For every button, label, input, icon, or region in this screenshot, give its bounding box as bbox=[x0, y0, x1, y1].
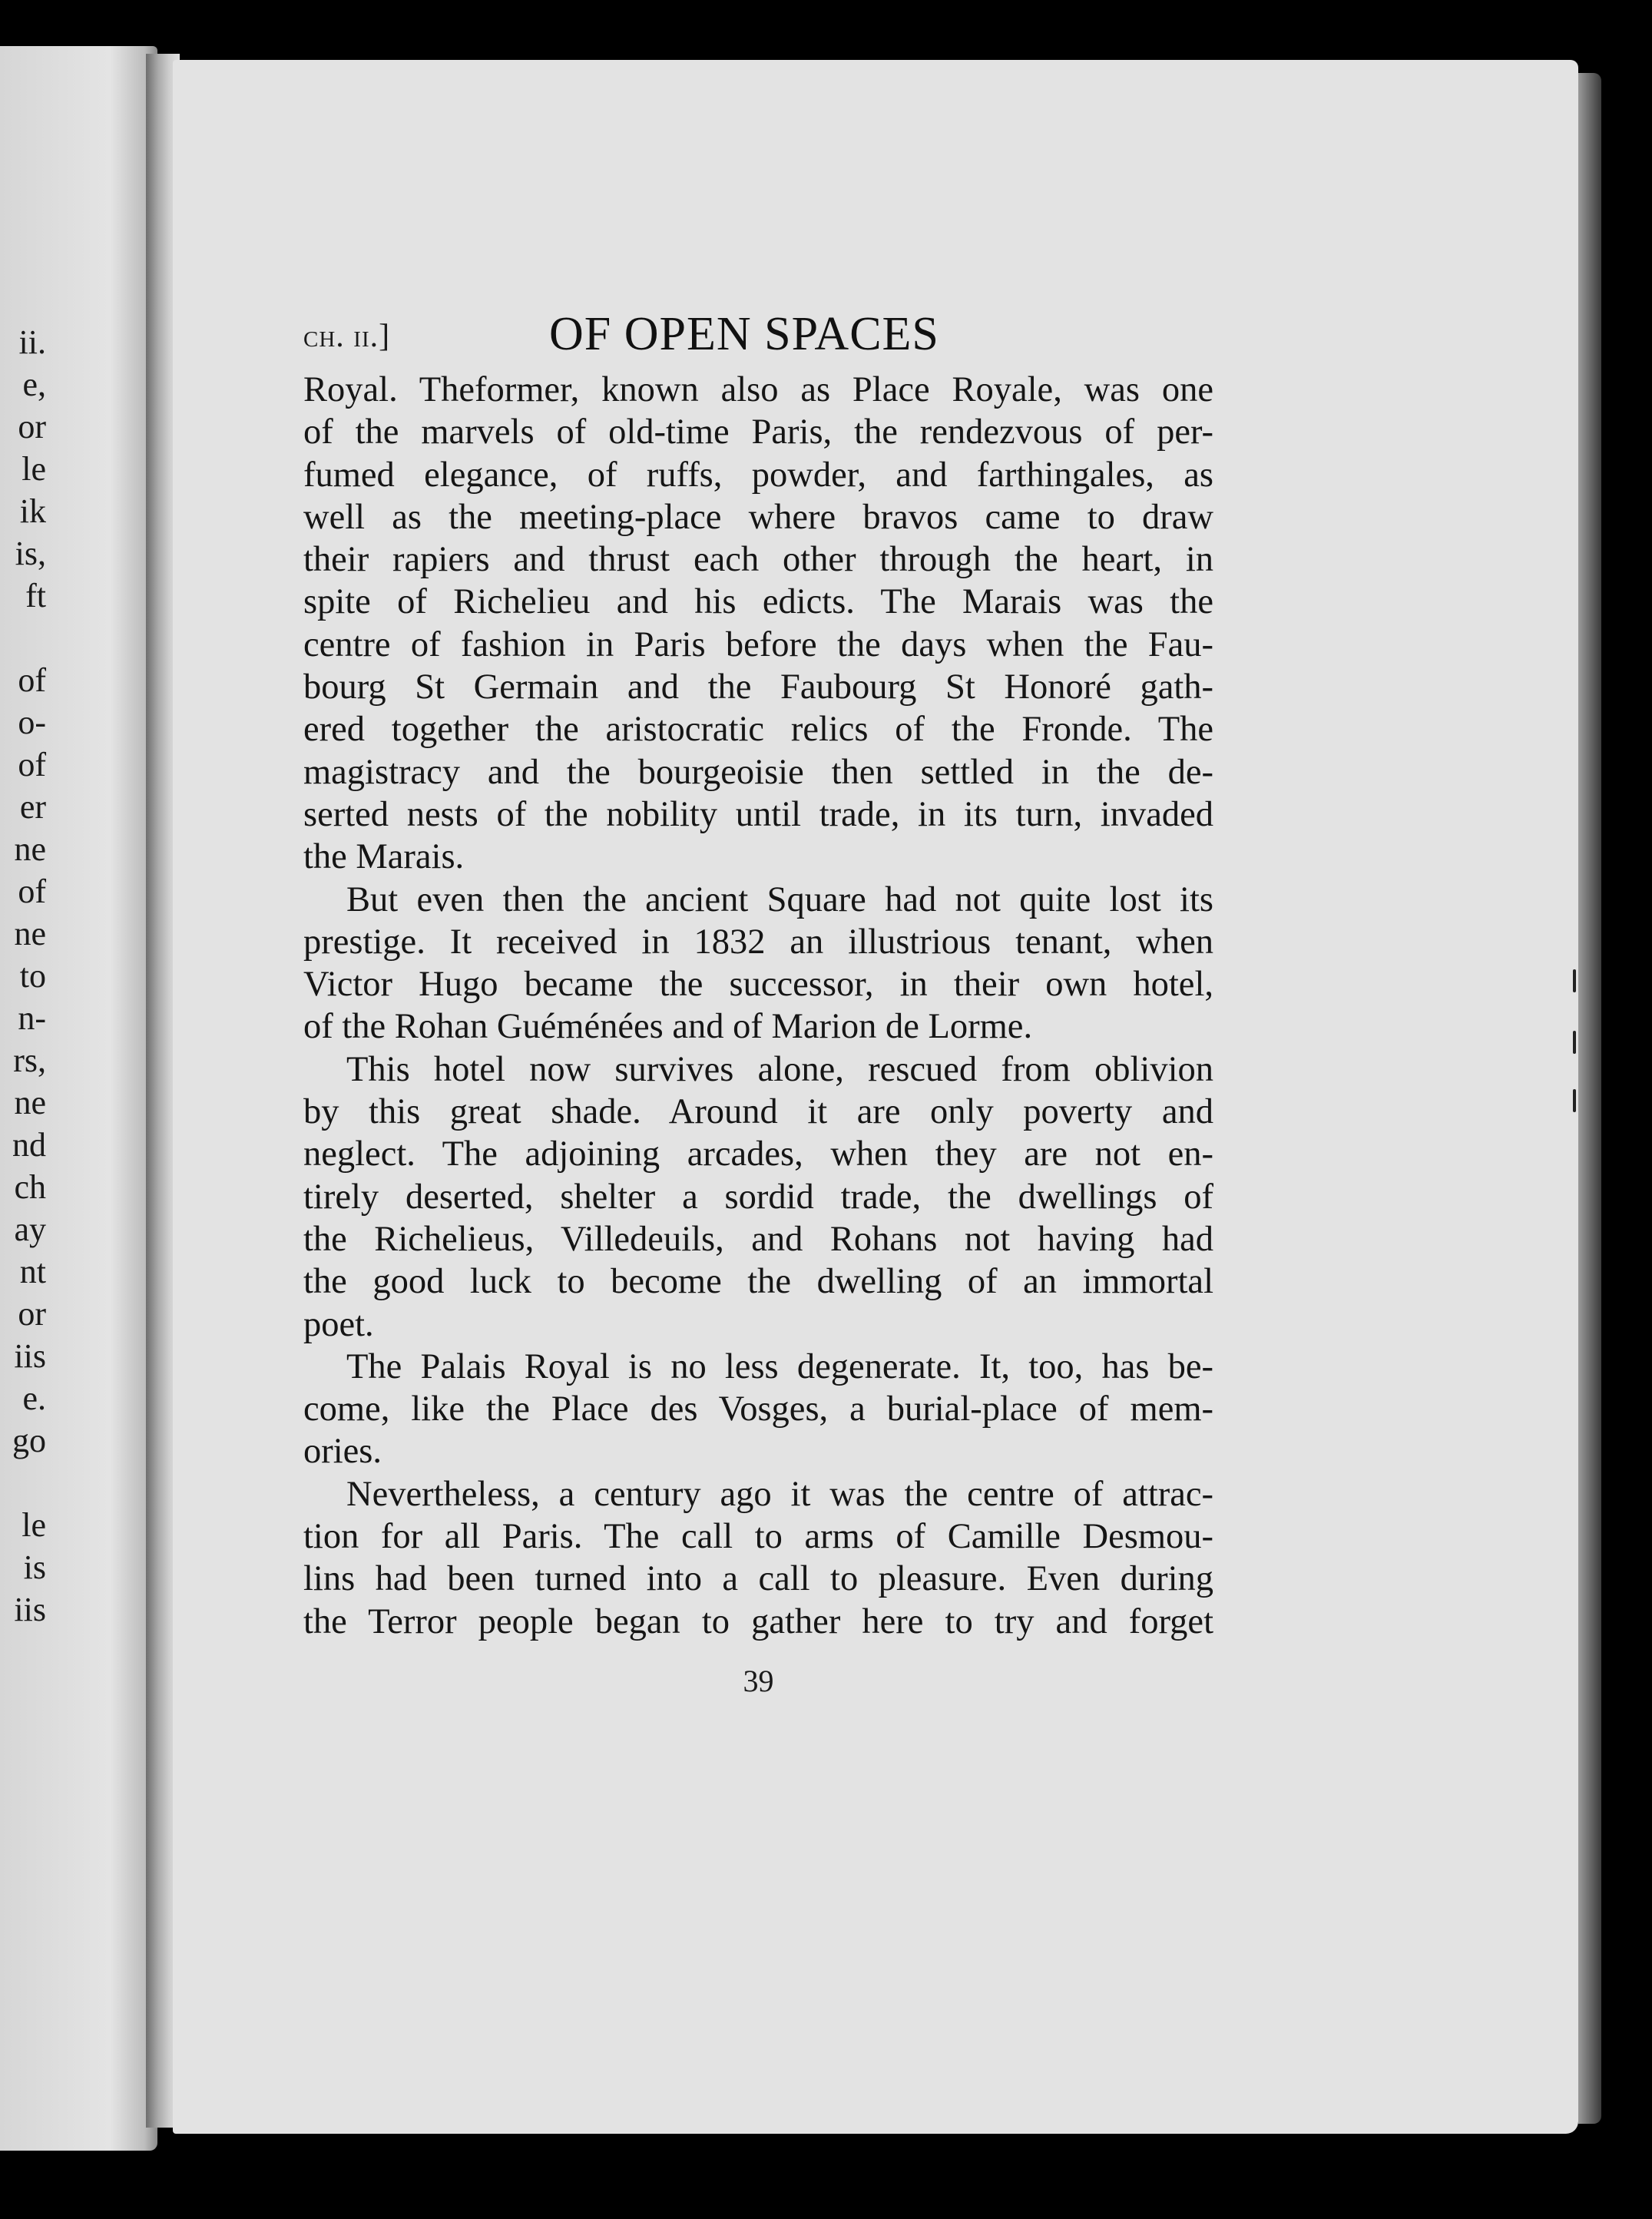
text-line: Royal. Theformer, known also as Place Royale, was one bbox=[303, 370, 1213, 409]
text-line: by this great shade. Around it are only poverty and bbox=[303, 1092, 1213, 1132]
text-line: poet. bbox=[303, 1304, 374, 1344]
previous-page-line-fragment: ne bbox=[14, 915, 46, 952]
text-line: centre of fashion in Paris before the days when the Fau- bbox=[303, 624, 1213, 664]
margin-mark bbox=[1573, 1089, 1576, 1112]
previous-page-line-fragment: iis bbox=[14, 1591, 46, 1628]
text-line: of the marvels of old-time Paris, the rendezvous of per- bbox=[303, 412, 1213, 452]
previous-page-line-fragment: is bbox=[23, 1548, 46, 1586]
previous-page-line-fragment: or bbox=[18, 408, 46, 445]
previous-page-line-fragment: is, bbox=[15, 535, 46, 572]
previous-page bbox=[0, 46, 157, 2151]
previous-page-line-fragment: ii. bbox=[18, 323, 46, 361]
text-line: spite of Richelieu and his edicts. The Marais was the bbox=[303, 582, 1213, 622]
previous-page-line-fragment: ft bbox=[25, 577, 46, 614]
previous-page-text-fragments bbox=[0, 321, 46, 1631]
margin-mark bbox=[1573, 969, 1576, 992]
margin-mark bbox=[1573, 1031, 1576, 1054]
text-line: tirely deserted, shelter a sordid trade, the dwellings of bbox=[303, 1177, 1213, 1217]
text-line: magistracy and the bourgeoisie then settled in the de- bbox=[303, 752, 1213, 792]
text-line: neglect. The adjoining arcades, when they are not en- bbox=[303, 1134, 1213, 1174]
previous-page-line-fragment: ay bbox=[14, 1211, 46, 1248]
previous-page-line-fragment: e, bbox=[22, 366, 46, 403]
previous-page-line-fragment: ne bbox=[14, 830, 46, 868]
previous-page-line-fragment: go bbox=[12, 1422, 46, 1459]
previous-page-line-fragment: n- bbox=[18, 999, 46, 1037]
text-line: the Marais. bbox=[303, 837, 465, 877]
previous-page-line-fragment bbox=[0, 617, 46, 659]
text-line: bourg St Germain and the Faubourg St Honoré gath- bbox=[303, 667, 1213, 707]
chapter-title: OF OPEN SPACES bbox=[549, 308, 939, 360]
previous-page-line-fragment: rs, bbox=[13, 1042, 46, 1079]
text-line: ories. bbox=[303, 1432, 382, 1472]
previous-page-line-fragment: ne bbox=[14, 1084, 46, 1121]
text-line: serted nests of the nobility until trade, in its turn, invaded bbox=[303, 794, 1213, 834]
previous-page-line-fragment: nt bbox=[19, 1253, 46, 1290]
text-line: their rapiers and thrust each other through the heart, in bbox=[303, 540, 1213, 580]
previous-page-line-fragment: of bbox=[18, 661, 46, 699]
text-line: fumed elegance, of ruffs, powder, and farthingales, as bbox=[303, 455, 1213, 495]
text-line: Victor Hugo became the successor, in their own hotel, bbox=[303, 965, 1213, 1005]
previous-page-line-fragment: o- bbox=[18, 704, 46, 741]
text-line: come, like the Place des Vosges, a burial-place of mem- bbox=[303, 1389, 1213, 1429]
previous-page-line-fragment: er bbox=[19, 788, 46, 826]
previous-page-line-fragment: le bbox=[22, 1506, 46, 1544]
previous-page-line-fragment: e. bbox=[22, 1379, 46, 1417]
previous-page-line-fragment: ik bbox=[19, 492, 46, 530]
text-line: the Richelieus, Villedeuils, and Rohans not having had bbox=[303, 1219, 1213, 1259]
text-line: This hotel now survives alone, rescued from oblivion bbox=[346, 1049, 1213, 1089]
text-line: the Terror people began to gather here to try and forget bbox=[303, 1601, 1213, 1641]
previous-page-line-fragment: or bbox=[18, 1295, 46, 1333]
text-line: lins had been turned into a call to pleasure. Even during bbox=[303, 1559, 1213, 1599]
previous-page-line-fragment: ch bbox=[14, 1168, 46, 1206]
text-line: But even then the ancient Square had not quite lost its bbox=[346, 879, 1213, 919]
previous-page-line-fragment: nd bbox=[12, 1126, 46, 1164]
text-line: ered together the aristocratic relics of the Fronde. The bbox=[303, 710, 1213, 750]
page-edge bbox=[1578, 73, 1601, 2124]
text-line: tion for all Paris. The call to arms of Camille Desmou- bbox=[303, 1517, 1213, 1557]
text-line: The Palais Royal is no less degenerate. It, too, has be- bbox=[346, 1346, 1213, 1386]
previous-page-line-fragment: to bbox=[19, 957, 46, 995]
running-header bbox=[303, 307, 1217, 369]
text-line: Nevertheless, a century ago it was the centre of attrac- bbox=[346, 1474, 1213, 1514]
text-line: prestige. It received in 1832 an illustrious tenant, when bbox=[303, 922, 1213, 962]
previous-page-line-fragment: iis bbox=[14, 1337, 46, 1375]
previous-page-line-fragment: of bbox=[18, 873, 46, 910]
previous-page-line-fragment: le bbox=[22, 450, 46, 488]
text-line: well as the meeting-place where bravos came to draw bbox=[303, 497, 1213, 537]
previous-page-line-fragment bbox=[0, 1462, 46, 1504]
chapter-reference: ch. ii.] bbox=[303, 319, 391, 354]
body-text bbox=[303, 369, 1213, 1643]
page-number: 39 bbox=[743, 1664, 774, 1698]
previous-page-line-fragment: of bbox=[18, 746, 46, 783]
text-line: of the Rohan Guéménées and of Marion de Lorme. bbox=[303, 1007, 1033, 1047]
text-line: the good luck to become the dwelling of an immortal bbox=[303, 1262, 1213, 1302]
